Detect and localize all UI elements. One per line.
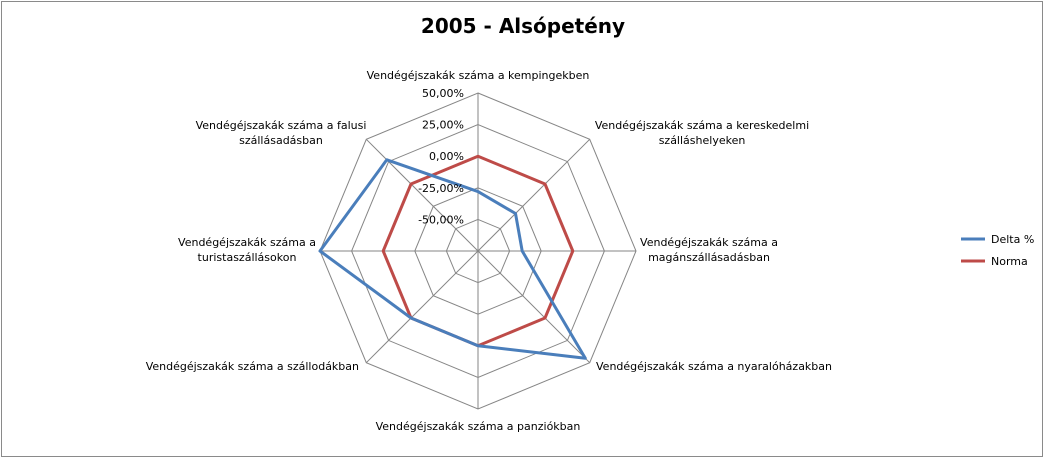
chart-title: 2005 - Alsópetény (420, 14, 626, 38)
category-label-5-0: Vendégéjszakák száma a szállodákban (145, 360, 359, 373)
category-label-4-0: Vendégéjszakák száma a panziókban (375, 420, 581, 433)
radial-tick-1: -25,00% (418, 181, 464, 195)
category-label-7-0: Vendégéjszakák száma a falusi (195, 119, 367, 132)
legend-label-1: Norma (991, 255, 1028, 268)
legend (961, 233, 1034, 268)
radial-tick-2: 0,00% (429, 150, 464, 164)
category-label-0-0: Vendégéjszakák száma a kempingekben (366, 69, 590, 82)
category-label-6-0: Vendégéjszakák száma a (178, 236, 316, 249)
category-label-2-0: Vendégéjszakák száma a (640, 236, 778, 249)
category-label-7-1: szállásadásban (239, 134, 323, 147)
category-label-1-0: Vendégéjszakák száma a kereskedelmi (594, 119, 810, 132)
radial-tick-0: -50,00% (418, 213, 464, 227)
category-label-2-1: magánszállásadásban (648, 251, 770, 264)
category-label-1-1: szálláshelyeken (658, 134, 746, 147)
legend-label-0: Delta % (991, 233, 1035, 246)
category-label-6-1: turistaszállásokon (197, 251, 297, 264)
radar-grid (320, 93, 636, 409)
category-label-3-0: Vendégéjszakák száma a nyaralóházakban (596, 360, 832, 373)
radial-tick-4: 50,00% (422, 87, 464, 100)
radial-tick-3: 25,00% (422, 118, 464, 132)
